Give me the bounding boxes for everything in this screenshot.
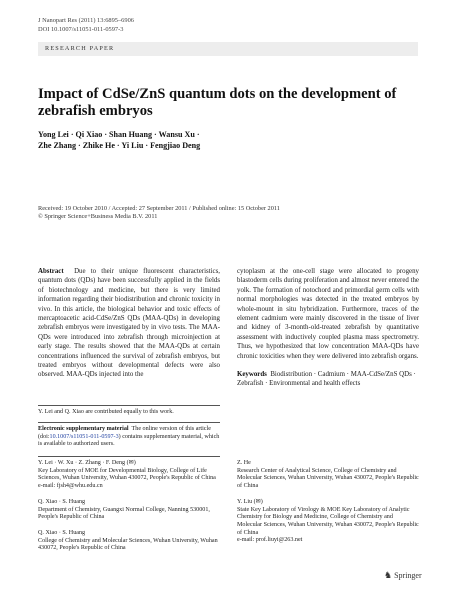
- journal-doi: DOI 10.1007/s11051-011-0597-3: [38, 25, 124, 33]
- abstract-right-column: [237, 267, 419, 389]
- journal-citation: [38, 17, 134, 34]
- affiliations-left: [38, 460, 220, 553]
- equal-contribution-note: Y. Lei and Q. Xiao are contributed equally to this work.: [38, 409, 174, 415]
- copyright-line: © Springer Science+Business Media B.V. 2011: [38, 213, 158, 220]
- affiliation-authors: Y. Lei · W. Xu · Z. Zhang · F. Deng (✉): [38, 460, 136, 466]
- affiliation-block: [38, 499, 220, 522]
- affiliation-authors: Q. Xiao · S. Huang: [38, 498, 86, 505]
- keywords-label: Keywords: [237, 371, 267, 379]
- article-type-label: RESEARCH PAPER: [45, 45, 115, 52]
- affiliation-address: Key Laboratory of MOE for Developmental Biology, College of Life Sciences, Wuhan University, Wuhan 430072, People's Republic of China: [38, 467, 216, 482]
- authors-line-2: Zhe Zhang · Zhike He · Yi Liu · Fengjiao Deng: [38, 140, 201, 150]
- keywords-block: [237, 370, 419, 389]
- abstract-text-part1: Due to their unique fluorescent characteristics, quantum dots (QDs) have been successfully applied in the fields of biotechnology and medicine, but there is very limited information regarding their biodistribution and chronic toxicity in vivo. In this article, the biological behavior and toxic effects of mercaptoacetic acid-CdSe/ZnS QDs (MAA-QDs) in developing zebrafish embryos were investigated by in vivo tests. The MAA-QDs were introduced into zebrafish through microinjection at early stage. The results showed that the MAA-QDs at certain concentrations influenced the survival of zebrafish embryos, but treated embryos without developmental defects were also observed. MAA-QDs injected into the: [38, 268, 221, 379]
- affiliation-block: [38, 460, 220, 491]
- affiliation-block: [237, 499, 419, 545]
- footnote-rule-top: [38, 405, 220, 406]
- publisher-mark: [384, 570, 422, 581]
- affiliation-address: Department of Chemistry, Guangxi Normal College, Nanning 530001, People's Republic of China: [38, 506, 210, 521]
- affiliations-right: [237, 460, 419, 545]
- esm-label: Electronic supplementary material: [38, 426, 129, 432]
- esm-doi-link[interactable]: 10.1007/s11051-011-0597-3: [49, 433, 119, 440]
- affiliation-authors: Y. Liu (✉): [237, 498, 263, 505]
- keywords-text: Biodistribution · Cadmium · MAA-CdSe/ZnS QDs · Zebrafish · Environmental and health effects: [237, 371, 416, 388]
- affiliation-authors: Z. He: [237, 460, 251, 466]
- author-list: [38, 130, 418, 151]
- abstract-left-column: [38, 267, 220, 380]
- publication-dates: [38, 205, 428, 221]
- abstract-text-part2: cytoplasm at the one-cell stage were allocated to progeny blastoderm cells during proliferation and almost never entered the yolk. The formation of notochord and primordial germ cells with normal morphologies was detected in the treated embryos by whole-mount in situ hybridization. Furthermore, traces of the element cadmium were mainly discovered in the tissue of liver and kidney of 3-month-old-treated zebrafish by quantitative assessment with inductively coupled plasma mass spectrometry. Thus, we hypothesized that low concentration MAA-QDs have chronic toxicities when they were delivered into zebrafish organs.: [237, 268, 419, 360]
- affiliation-block: [237, 460, 419, 491]
- journal-volume: J Nanopart Res (2011) 13:6895–6906: [38, 17, 134, 24]
- history-dates: Received: 19 October 2010 / Accepted: 27 September 2011 / Published online: 15 October 2011: [38, 205, 280, 212]
- article-type-banner: [38, 42, 418, 56]
- affiliation-block: [38, 530, 220, 553]
- publisher-name: Springer: [394, 571, 422, 580]
- springer-horse-icon: ♞: [384, 570, 393, 580]
- article-title: Impact of CdSe/ZnS quantum dots on the development of zebrafish embryos: [38, 86, 397, 119]
- esm-text-2: ) contains supplementary material, which is available to authorized users.: [38, 433, 220, 448]
- abstract-label: Abstract: [38, 268, 64, 275]
- affiliation-rule-left: [38, 456, 220, 457]
- authors-line-1: Yong Lei · Qi Xiao · Shan Huang · Wansu Xu ·: [38, 130, 200, 139]
- esm-text-1: The online version of this article (doi:: [38, 426, 211, 440]
- footnote-rule-mid: [38, 422, 220, 423]
- affiliation-email[interactable]: e-mail: prof.liuyi@263.net: [237, 537, 303, 544]
- affiliation-authors: Q. Xiao · S. Huang: [38, 529, 86, 536]
- affiliation-email[interactable]: e-mail: fjsh4@whu.edu.cn: [38, 483, 103, 490]
- affiliation-address: State Key Laboratory of Virology & MOE Key Laboratory of Analytic Chemistry for Biology and Medicine, College of Chemistry and Molecular Sciences, Wuhan University, Wuhan 430072, People's Republic of China: [237, 506, 419, 536]
- affiliation-address: College of Chemistry and Molecular Sciences, Wuhan University, Wuhan 430072, People's Republic of China: [38, 537, 218, 552]
- esm-note: [38, 426, 222, 449]
- affiliation-address: Research Center of Analytical Science, College of Chemistry and Molecular Sciences, Wuhan University, Wuhan 430072, People's Republic of China: [237, 467, 419, 490]
